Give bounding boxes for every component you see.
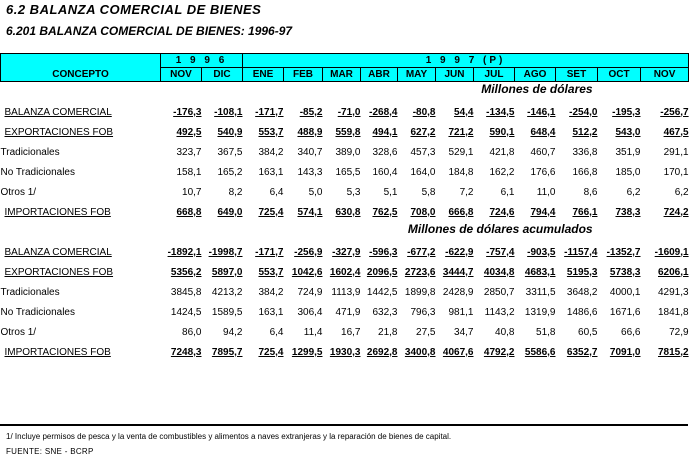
row-label: No Tradicionales (0, 166, 75, 178)
month-header: DIC (202, 68, 243, 82)
value-cell: 796,3 (410, 306, 436, 318)
value-cell: 724,2 (663, 206, 689, 218)
table-row (1, 322, 689, 342)
value-cell: 160,4 (372, 166, 398, 178)
value-cell: 384,2 (258, 286, 284, 298)
value-cell: 158,1 (176, 166, 202, 178)
value-cell: 165,2 (217, 166, 243, 178)
value-cell: 7895,7 (211, 346, 243, 358)
value-cell: 1602,4 (329, 266, 361, 278)
table-subtitle: 6.201 BALANZA COMERCIAL DE BIENES: 1996-97 (6, 24, 293, 38)
value-cell: 4683,1 (524, 266, 556, 278)
value-cell: 163,1 (258, 306, 284, 318)
table-row (1, 122, 689, 142)
value-cell: 166,8 (572, 166, 598, 178)
page-title: 6.2 BALANZA COMERCIAL DE BIENES (6, 2, 262, 17)
value-cell: 543,0 (615, 126, 641, 138)
value-cell: 529,1 (448, 146, 474, 158)
value-cell: 5195,3 (566, 266, 598, 278)
value-cell: 164,0 (410, 166, 436, 178)
value-cell: 7248,3 (170, 346, 202, 358)
value-cell: 1671,6 (609, 306, 641, 318)
table-row (1, 142, 689, 162)
value-cell: 1589,5 (211, 306, 243, 318)
value-cell: 8,2 (228, 186, 243, 198)
value-cell: 86,0 (182, 326, 202, 338)
value-cell: 72,9 (669, 326, 689, 338)
value-cell: 559,8 (335, 126, 361, 138)
value-cell: 421,8 (489, 146, 515, 158)
table-row (1, 302, 689, 322)
value-cell: -171,7 (255, 106, 284, 118)
value-cell: 351,9 (615, 146, 641, 158)
value-cell: 5738,3 (609, 266, 641, 278)
value-cell: 981,1 (448, 306, 474, 318)
value-cell: 1319,9 (524, 306, 556, 318)
value-cell: 7815,2 (658, 346, 689, 358)
table-row (1, 102, 689, 122)
value-cell: -146,1 (527, 106, 556, 118)
value-cell: -757,4 (486, 246, 515, 258)
value-cell: 291,1 (663, 146, 689, 158)
value-cell: -596,3 (369, 246, 398, 258)
row-label: IMPORTACIONES FOB (4, 206, 111, 218)
value-cell: 5,0 (308, 186, 323, 198)
value-cell: 488,9 (297, 126, 323, 138)
table-row (1, 342, 689, 362)
row-label: EXPORTACIONES FOB (4, 266, 114, 278)
value-cell: -1352,7 (606, 246, 641, 258)
value-cell: 1143,2 (484, 306, 515, 318)
value-cell: 725,4 (258, 346, 284, 358)
value-cell: -171,7 (255, 246, 284, 258)
header-row-years (1, 54, 689, 68)
value-cell: -256,9 (294, 246, 323, 258)
value-cell: 632,3 (372, 306, 398, 318)
value-cell: 143,3 (297, 166, 323, 178)
month-header: FEB (284, 68, 323, 82)
value-cell: 5,1 (383, 186, 398, 198)
value-cell: 1899,8 (404, 286, 436, 298)
value-cell: 306,4 (297, 306, 323, 318)
value-cell: 648,4 (530, 126, 556, 138)
value-cell: -1998,7 (208, 246, 243, 258)
value-cell: 389,0 (335, 146, 361, 158)
value-cell: 6,4 (269, 326, 284, 338)
month-header: NOV (641, 68, 689, 82)
value-cell: 725,4 (258, 206, 284, 218)
value-cell: 27,5 (416, 326, 436, 338)
row-label: IMPORTACIONES FOB (4, 346, 111, 358)
value-cell: -622,9 (445, 246, 474, 258)
value-cell: 457,3 (410, 146, 436, 158)
value-cell: 630,8 (335, 206, 361, 218)
month-header: MAY (398, 68, 436, 82)
value-cell: 34,7 (454, 326, 474, 338)
value-cell: 4291,3 (658, 286, 689, 298)
value-cell: -268,4 (369, 106, 398, 118)
value-cell: -1892,1 (167, 246, 202, 258)
value-cell: -85,2 (299, 106, 323, 118)
value-cell: 170,1 (663, 166, 689, 178)
row-label: BALANZA COMERCIAL (4, 106, 112, 118)
value-cell: -108,1 (214, 106, 243, 118)
value-cell: 6206,1 (658, 266, 689, 278)
value-cell: -176,3 (173, 106, 202, 118)
value-cell: -1157,4 (564, 246, 598, 258)
row-label: Otros 1/ (0, 186, 37, 198)
value-cell: 40,8 (495, 326, 515, 338)
month-header: AGO (515, 68, 556, 82)
value-cell: 590,1 (489, 126, 515, 138)
value-cell: -254,0 (569, 106, 598, 118)
value-cell: 340,7 (297, 146, 323, 158)
value-cell: 54,4 (454, 106, 474, 118)
value-cell: 11,4 (303, 326, 323, 338)
value-cell: 6,2 (674, 186, 689, 198)
value-cell: 384,2 (258, 146, 284, 158)
section-title: Millones de dólares acumulados (407, 222, 593, 236)
value-cell: 2692,8 (366, 346, 398, 358)
value-cell: 649,0 (217, 206, 243, 218)
value-cell: 185,0 (615, 166, 641, 178)
month-header: NOV (161, 68, 202, 82)
value-cell: 4067,6 (442, 346, 474, 358)
value-cell: 5356,2 (170, 266, 202, 278)
value-cell: 7091,0 (609, 346, 641, 358)
table-row (1, 182, 689, 202)
value-cell: 367,5 (217, 146, 243, 158)
footer-divider (0, 424, 688, 426)
month-header: JUN (436, 68, 474, 82)
value-cell: 3400,8 (404, 346, 436, 358)
month-header: MAR (323, 68, 361, 82)
value-cell: 2850,7 (483, 286, 515, 298)
value-cell: 1442,5 (366, 286, 398, 298)
value-cell: -677,2 (407, 246, 436, 258)
value-cell: 6,1 (500, 186, 515, 198)
footnote: 1/ Incluye permisos de pesca y la venta de combustibles y alimentos a naves extranjeras y la reparación de bienes de capital. (6, 432, 452, 441)
trade-balance-table (0, 53, 689, 362)
month-header: JUL (474, 68, 515, 82)
value-cell: 3444,7 (442, 266, 474, 278)
year-1996-header: 1 9 9 6 (161, 54, 243, 68)
value-cell: -256,7 (660, 106, 689, 118)
value-cell: 471,9 (335, 306, 361, 318)
value-cell: 794,4 (530, 206, 556, 218)
value-cell: 627,2 (410, 126, 436, 138)
value-cell: 724,9 (297, 286, 323, 298)
value-cell: 1930,3 (329, 346, 361, 358)
value-cell: 1299,5 (291, 346, 323, 358)
value-cell: 1486,6 (566, 306, 598, 318)
value-cell: 1113,9 (331, 286, 361, 298)
value-cell: 94,2 (223, 326, 243, 338)
value-cell: 165,5 (335, 166, 361, 178)
month-header: SET (556, 68, 598, 82)
value-cell: 336,8 (572, 146, 598, 158)
value-cell: 162,2 (489, 166, 515, 178)
value-cell: 1841,8 (658, 306, 689, 318)
value-cell: -1609,1 (654, 246, 689, 258)
value-cell: 708,0 (410, 206, 436, 218)
value-cell: 2096,5 (366, 266, 398, 278)
section-title: Millones de dólares (481, 82, 593, 96)
month-header: ABR (361, 68, 398, 82)
value-cell: 4213,2 (211, 286, 243, 298)
value-cell: 540,9 (217, 126, 243, 138)
value-cell: 762,5 (372, 206, 398, 218)
value-cell: 512,2 (572, 126, 598, 138)
value-cell: -327,9 (332, 246, 361, 258)
concepto-header: CONCEPTO (1, 54, 161, 82)
value-cell: 460,7 (530, 146, 556, 158)
value-cell: 5,3 (346, 186, 361, 198)
value-cell: -195,3 (612, 106, 641, 118)
value-cell: 3845,8 (170, 286, 202, 298)
value-cell: 6,2 (626, 186, 641, 198)
row-label: BALANZA COMERCIAL (4, 246, 112, 258)
row-label: No Tradicionales (0, 306, 75, 318)
value-cell: -71,0 (337, 106, 361, 118)
value-cell: 5897,0 (211, 266, 243, 278)
value-cell: 2723,6 (404, 266, 436, 278)
value-cell: 6352,7 (566, 346, 598, 358)
table-row (1, 162, 689, 182)
value-cell: 492,5 (176, 126, 202, 138)
value-cell: 4792,2 (483, 346, 515, 358)
row-label: EXPORTACIONES FOB (4, 126, 114, 138)
section-title-row (1, 82, 689, 97)
value-cell: 3648,2 (566, 286, 598, 298)
value-cell: 5,8 (421, 186, 436, 198)
value-cell: 51,8 (536, 326, 556, 338)
value-cell: 4034,8 (483, 266, 515, 278)
month-header: OCT (598, 68, 641, 82)
value-cell: 574,1 (297, 206, 323, 218)
value-cell: -134,5 (486, 106, 515, 118)
value-cell: 1424,5 (170, 306, 202, 318)
row-label: Tradicionales (0, 286, 60, 298)
table-row (1, 282, 689, 302)
value-cell: 184,8 (448, 166, 474, 178)
value-cell: 1042,6 (291, 266, 323, 278)
value-cell: 5586,6 (524, 346, 556, 358)
value-cell: 16,7 (341, 326, 361, 338)
value-cell: -80,8 (412, 106, 436, 118)
value-cell: 328,6 (372, 146, 398, 158)
row-label: Tradicionales (0, 146, 60, 158)
value-cell: 724,6 (489, 206, 515, 218)
value-cell: 738,3 (615, 206, 641, 218)
value-cell: 176,6 (530, 166, 556, 178)
value-cell: 21,8 (378, 326, 398, 338)
year-1997-header: 1 9 9 7 (P) (243, 54, 689, 68)
value-cell: 553,7 (258, 126, 284, 138)
value-cell: 668,8 (176, 206, 202, 218)
value-cell: 8,6 (583, 186, 598, 198)
table-row (1, 262, 689, 282)
value-cell: 2428,9 (442, 286, 474, 298)
value-cell: 494,1 (372, 126, 398, 138)
value-cell: 721,2 (448, 126, 474, 138)
table-row (1, 242, 689, 262)
value-cell: 766,1 (572, 206, 598, 218)
value-cell: 7,2 (459, 186, 474, 198)
row-label: Otros 1/ (0, 326, 37, 338)
value-cell: 66,6 (621, 326, 641, 338)
value-cell: 10,7 (182, 186, 202, 198)
table-row (1, 202, 689, 222)
source-note: FUENTE: SNE - BCRP (6, 447, 94, 456)
value-cell: 163,1 (258, 166, 284, 178)
section-title-row (1, 222, 689, 236)
value-cell: 666,8 (448, 206, 474, 218)
month-header: ENE (243, 68, 284, 82)
value-cell: 4000,1 (609, 286, 641, 298)
value-cell: 60,5 (578, 326, 598, 338)
value-cell: 323,7 (176, 146, 202, 158)
value-cell: 6,4 (269, 186, 284, 198)
value-cell: 11,0 (536, 186, 556, 198)
value-cell: 3311,5 (525, 286, 556, 298)
value-cell: 553,7 (258, 266, 284, 278)
value-cell: 467,5 (663, 126, 689, 138)
value-cell: -903,5 (527, 246, 556, 258)
